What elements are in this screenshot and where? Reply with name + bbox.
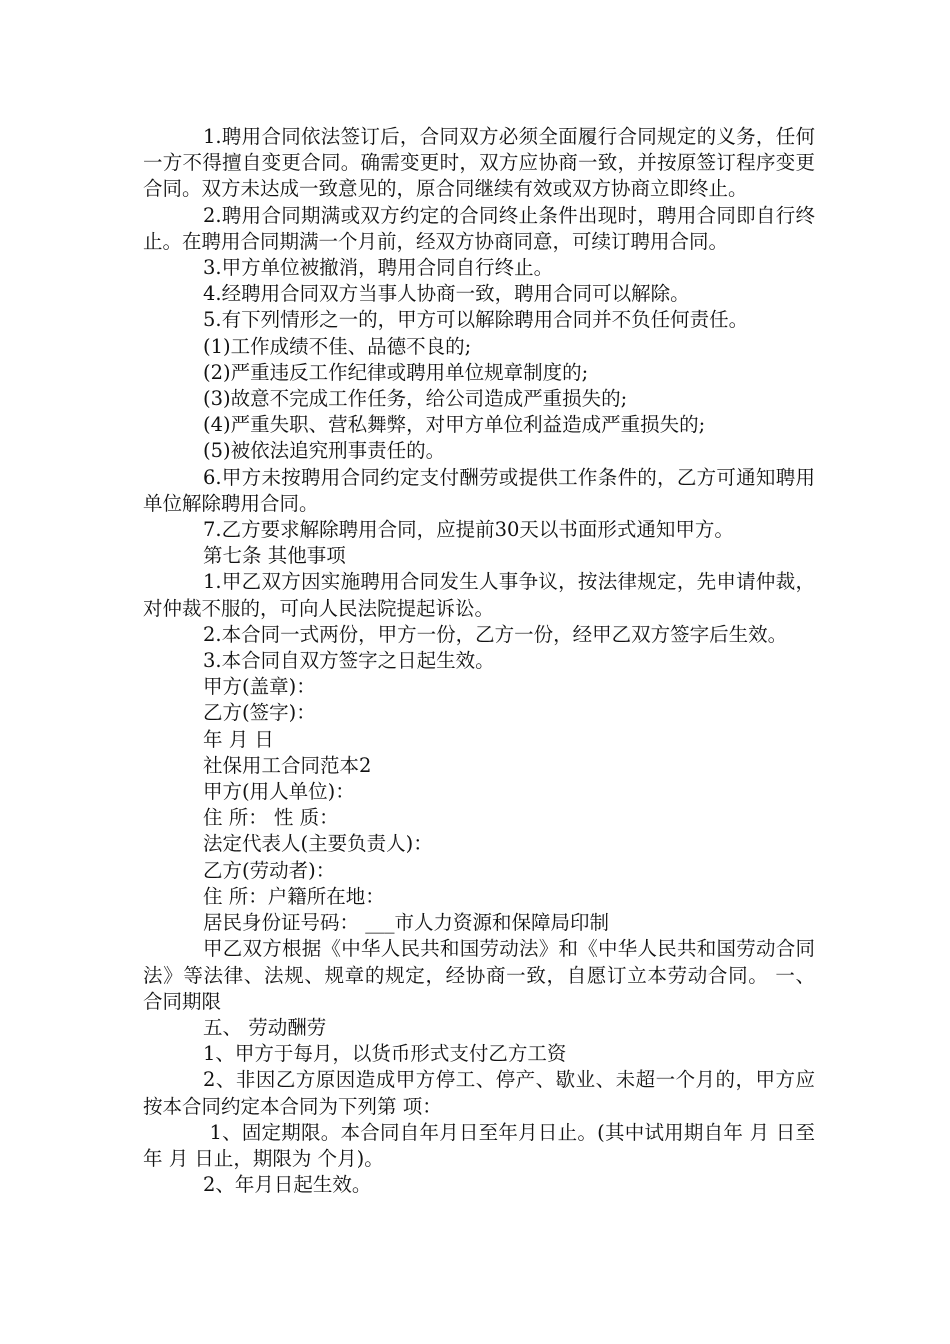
- list-item-5: (5)被依法追究刑事责任的。: [203, 439, 446, 463]
- article-7-item-1: 1.甲乙双方因实施聘用合同发生人事争议，按法律规定，先申请仲裁，对仲裁不服的，可向人民法院提起诉讼。: [143, 570, 815, 620]
- residence-line: 住 所：户籍所在地：: [203, 884, 385, 908]
- article-7-item-3: 3.本合同自双方签字之日起生效。: [203, 649, 495, 673]
- date-line: 年 月 日: [203, 727, 274, 751]
- list-item-2: (2)严重违反工作纪律或聘用单位规章制度的;: [203, 360, 589, 384]
- party-b-signature-line: 乙方(签字)：: [203, 701, 316, 725]
- paragraph-7: 7.乙方要求解除聘用合同，应提前30天以书面形式通知甲方。: [203, 518, 734, 542]
- list-item-4: (4)严重失职、营私舞弊，对甲方单位利益造成严重损失的;: [203, 413, 706, 437]
- remuneration-item-1: 1、甲方于每月，以货币形式支付乙方工资: [203, 1042, 567, 1066]
- preamble-paragraph: 甲乙双方根据《中华人民共和国劳动法》和《中华人民共和国劳动合同法》等法律、法规、规章的规定，经协商一致，自愿订立本劳动合同。 一、 合同期限: [143, 937, 822, 1013]
- party-a-seal-line: 甲方(盖章)：: [203, 675, 316, 699]
- paragraph-6: 6.甲方未按聘用合同约定支付酬劳或提供工作条件的，乙方可通知聘用单位解除聘用合同。: [143, 465, 815, 515]
- employer-line: 甲方(用人单位)：: [203, 780, 355, 804]
- paragraph-3: 3.甲方单位被撤消，聘用合同自行终止。: [203, 256, 554, 280]
- paragraph-1: 1.聘用合同依法签订后，合同双方必须全面履行合同规定的义务，任何一方不得擅自变更合同。确需变更时，双方应协商一致，并按原签订程序变更合同。双方未达成一致意见的，原合同继续有效或双方协商立即终止。: [143, 125, 815, 201]
- section-heading-remuneration: 五、 劳动酬劳: [203, 1015, 327, 1039]
- term-item-1: 1、固定期限。本合同自年月日至年月日止。(其中试用期自年 月 日至 年 月 日止，期限为 个月)。: [143, 1120, 822, 1170]
- section-heading-article-7: 第七条 其他事项: [203, 544, 346, 568]
- legal-representative-line: 法定代表人(主要负责人)：: [203, 832, 433, 856]
- list-item-1: (1)工作成绩不佳、品德不良的;: [203, 334, 472, 358]
- paragraph-4: 4.经聘用合同双方当事人协商一致，聘用合同可以解除。: [203, 282, 690, 306]
- document-body: [143, 124, 822, 1198]
- id-number-line: 居民身份证号码： ___市人力资源和保障局印制: [203, 911, 609, 935]
- term-item-2: 2、年月日起生效。: [203, 1173, 372, 1197]
- paragraph-2: 2.聘用合同期满或双方约定的合同终止条件出现时，聘用合同即自行终止。在聘用合同期满一个月前，经双方协商同意，可续订聘用合同。: [143, 203, 815, 253]
- address-nature-line: 住 所： 性 质：: [203, 806, 339, 830]
- list-item-3: (3)故意不完成工作任务，给公司造成严重损失的;: [203, 387, 628, 411]
- remuneration-item-2: 2、非因乙方原因造成甲方停工、停产、歇业、未超一个月的，甲方应按本合同约定本合同为下列第 项：: [143, 1068, 815, 1118]
- paragraph-5: 5.有下列情形之一的，甲方可以解除聘用合同并不负任何责任。: [203, 308, 749, 332]
- article-7-item-2: 2.本合同一式两份，甲方一份，乙方一份，经甲乙双方签字后生效。: [203, 622, 788, 646]
- template-title: 社保用工合同范本2: [203, 753, 372, 777]
- employee-line: 乙方(劳动者)：: [203, 858, 336, 882]
